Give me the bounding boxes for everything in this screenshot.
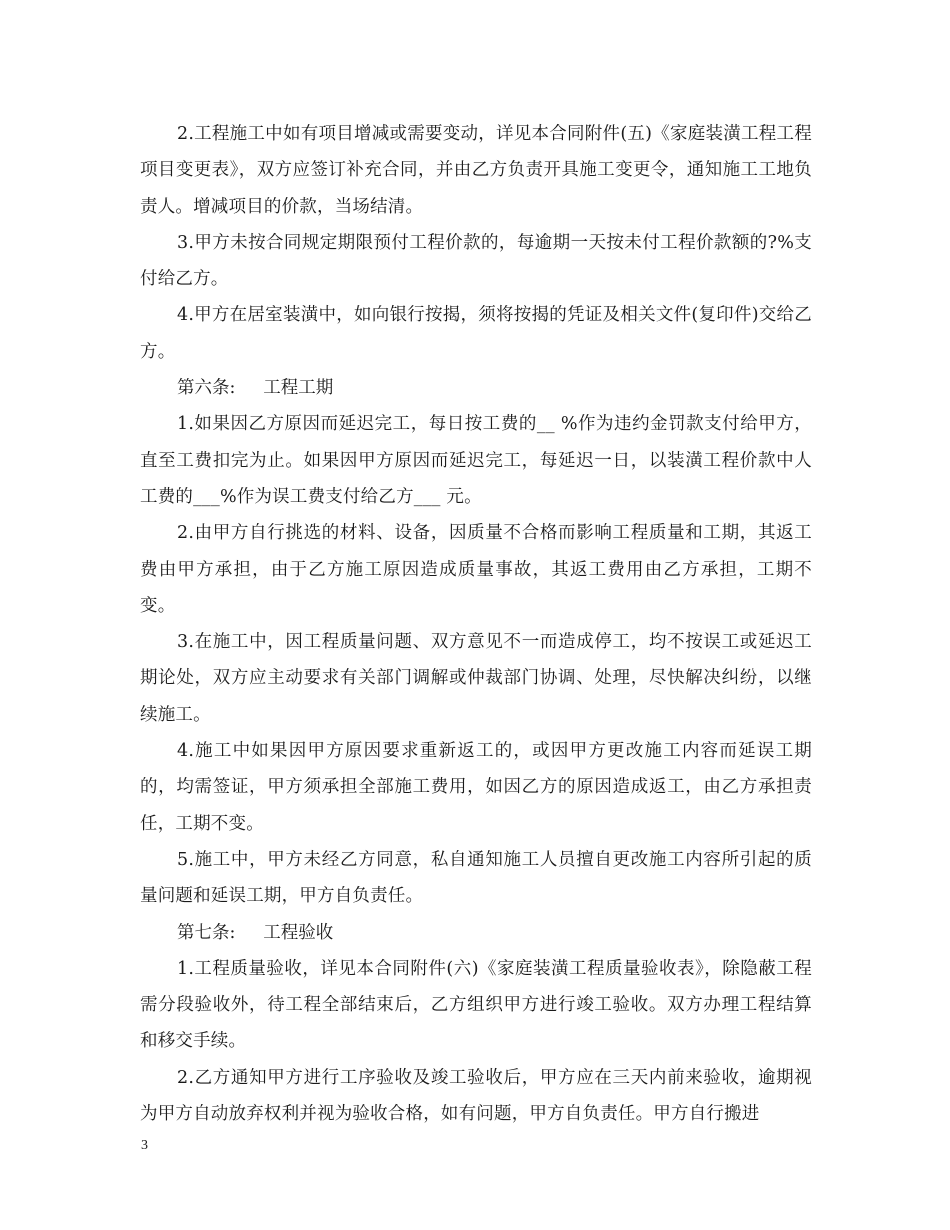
clause-paragraph: 4.甲方在居室装潢中，如向银行按揭，须将按揭的凭证及相关文件(复印件)交给乙方。 (140, 305, 812, 362)
clause-paragraph: 2.乙方通知甲方进行工序验收及竣工验收后，甲方应在三天内前来验收，逾期视为甲方自动放弃权利并视为验收合格，如有问题，甲方自负责任。甲方自行搬进 (140, 1067, 812, 1125)
clause-paragraph: 4.施工中如果因甲方原因要求重新返工的，或因甲方更改施工内容而延误工期的，均需签证，甲方须承担全部施工费用，如因乙方的原因造成返工，由乙方承担责任，工期不变。 (140, 741, 812, 834)
page-number: 3 (141, 1138, 148, 1153)
clause-paragraph: 2.由甲方自行挑选的材料、设备，因质量不合格而影响工程质量和工期，其返工费由甲方承担，由于乙方施工原因造成质量事故，其返工费用由乙方承担，工期不变。 (140, 523, 812, 616)
clause-paragraph: 5.施工中，甲方未经乙方同意，私自通知施工人员擅自更改施工内容所引起的质量问题和延误工期，甲方自负责任。 (140, 849, 812, 907)
clause-paragraph: 1.如果因乙方原因而延迟完工，每日按工费的__ %作为违约金罚款支付给甲方，直至工费扣完为止。如果因甲方原因而延迟完工，每延迟一日，以装潢工程价款中人工费的___%作为误工费支付给乙方___ 元。 (140, 414, 812, 507)
article-heading: 第七条: 工程验收 (177, 922, 334, 943)
clause-paragraph: 1.工程质量验收，详见本合同附件(六)《家庭装潢工程质量验收表》，除隐蔽工程需分段验收外，待工程全部结束后，乙方组织甲方进行竣工验收。双方办理工程结算和移交手续。 (140, 958, 812, 1052)
document-body (140, 116, 812, 1132)
article-heading: 第六条: 工程工期 (177, 378, 334, 399)
clause-paragraph: 3.甲方未按合同规定期限预付工程价款的，每逾期一天按未付工程价款额的?%支付给乙方。 (140, 232, 812, 290)
clause-paragraph: 2.工程施工中如有项目增减或需要变动，详见本合同附件(五)《家庭装潢工程工程项目变更表》，双方应签订补充合同，并由乙方负责开具施工变更令，通知施工工地负责人。增减项目的价款，当场结清。 (140, 124, 812, 217)
clause-paragraph: 3.在施工中，因工程质量问题、双方意见不一而造成停工，均不按误工或延迟工期论处，双方应主动要求有关部门调解或仲裁部门协调、处理，尽快解决纠纷，以继续施工。 (140, 632, 812, 725)
